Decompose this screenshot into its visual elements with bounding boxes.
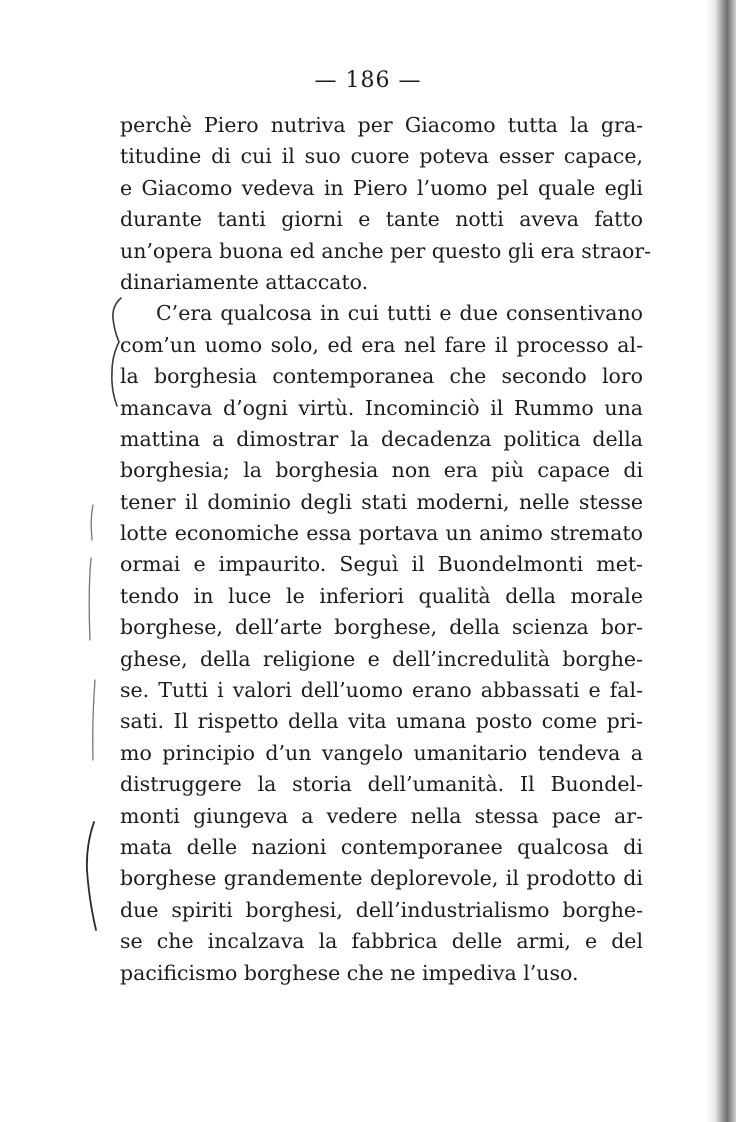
text-line: com’un uomo solo, ed era nel fare il processo al- (120, 332, 643, 357)
text-line: mo principio d’un vangelo umanitario tendeva a (120, 740, 643, 765)
text-line: borghese grandemente deplorevole, il prodotto di (120, 866, 643, 891)
text-line: titudine di cui il suo cuore poteva esser capace, (120, 144, 643, 169)
text-line: un’opera buona ed anche per questo gli era straor- (120, 238, 652, 263)
text-line: lotte economiche essa portava un animo stremato (120, 521, 643, 546)
text-line: pacificismo borghese che ne impediva l’uso. (120, 960, 579, 985)
text-line: la borghesia contemporanea che secondo loro (120, 364, 643, 389)
margin-line-mark (89, 505, 95, 760)
text-line: tendo in luce le inferiori qualità della morale (120, 583, 643, 608)
text-line: tener il dominio degli stati moderni, nelle stesse (120, 489, 643, 514)
text-line: mattina a dimostrar la decadenza politica della (120, 426, 643, 451)
text-line: mata delle nazioni contemporanee qualcosa di (120, 834, 643, 859)
text-line: e Giacomo vedeva in Piero l’uomo pel quale egli (120, 175, 643, 200)
text-line: mancava d’ogni virtù. Incominciò il Rummo una (120, 395, 643, 420)
text-line: se. Tutti i valori dell’uomo erano abbassati e fal- (120, 678, 643, 703)
text-line: sati. Il rispetto della vita umana posto come pri- (120, 709, 643, 734)
text-line: borghesia; la borghesia non era più capace di (120, 458, 643, 483)
page-number: — 186 — (314, 68, 422, 93)
text-line: perchè Piero nutriva per Giacomo tutta la gra- (120, 113, 643, 137)
text-line: C’era qualcosa in cui tutti e due consentivano (156, 301, 643, 326)
text-line: ormai e impaurito. Seguì il Buondelmonti met- (120, 552, 643, 577)
text-line: ghese, della religione e dell’incredulità borghe- (120, 646, 643, 671)
text-line: durante tanti giorni e tante notti aveva fatto (120, 207, 643, 232)
book-spine-shadow (706, 0, 736, 1122)
body-text (120, 110, 652, 989)
text-line: dinariamente attaccato. (120, 269, 369, 294)
margin-bracket-mark (87, 822, 96, 930)
text-line: monti giungeva a vedere nella stessa pace ar- (120, 803, 643, 828)
text-line: se che incalzava la fabbrica delle armi, e del (120, 929, 643, 954)
text-line: due spiriti borghesi, dell’industrialismo borghe- (120, 897, 643, 922)
text-line: borghese, dell’arte borghese, della scienza bor- (120, 615, 643, 640)
text-line: distruggere la storia dell’umanità. Il Buondel- (120, 772, 643, 797)
